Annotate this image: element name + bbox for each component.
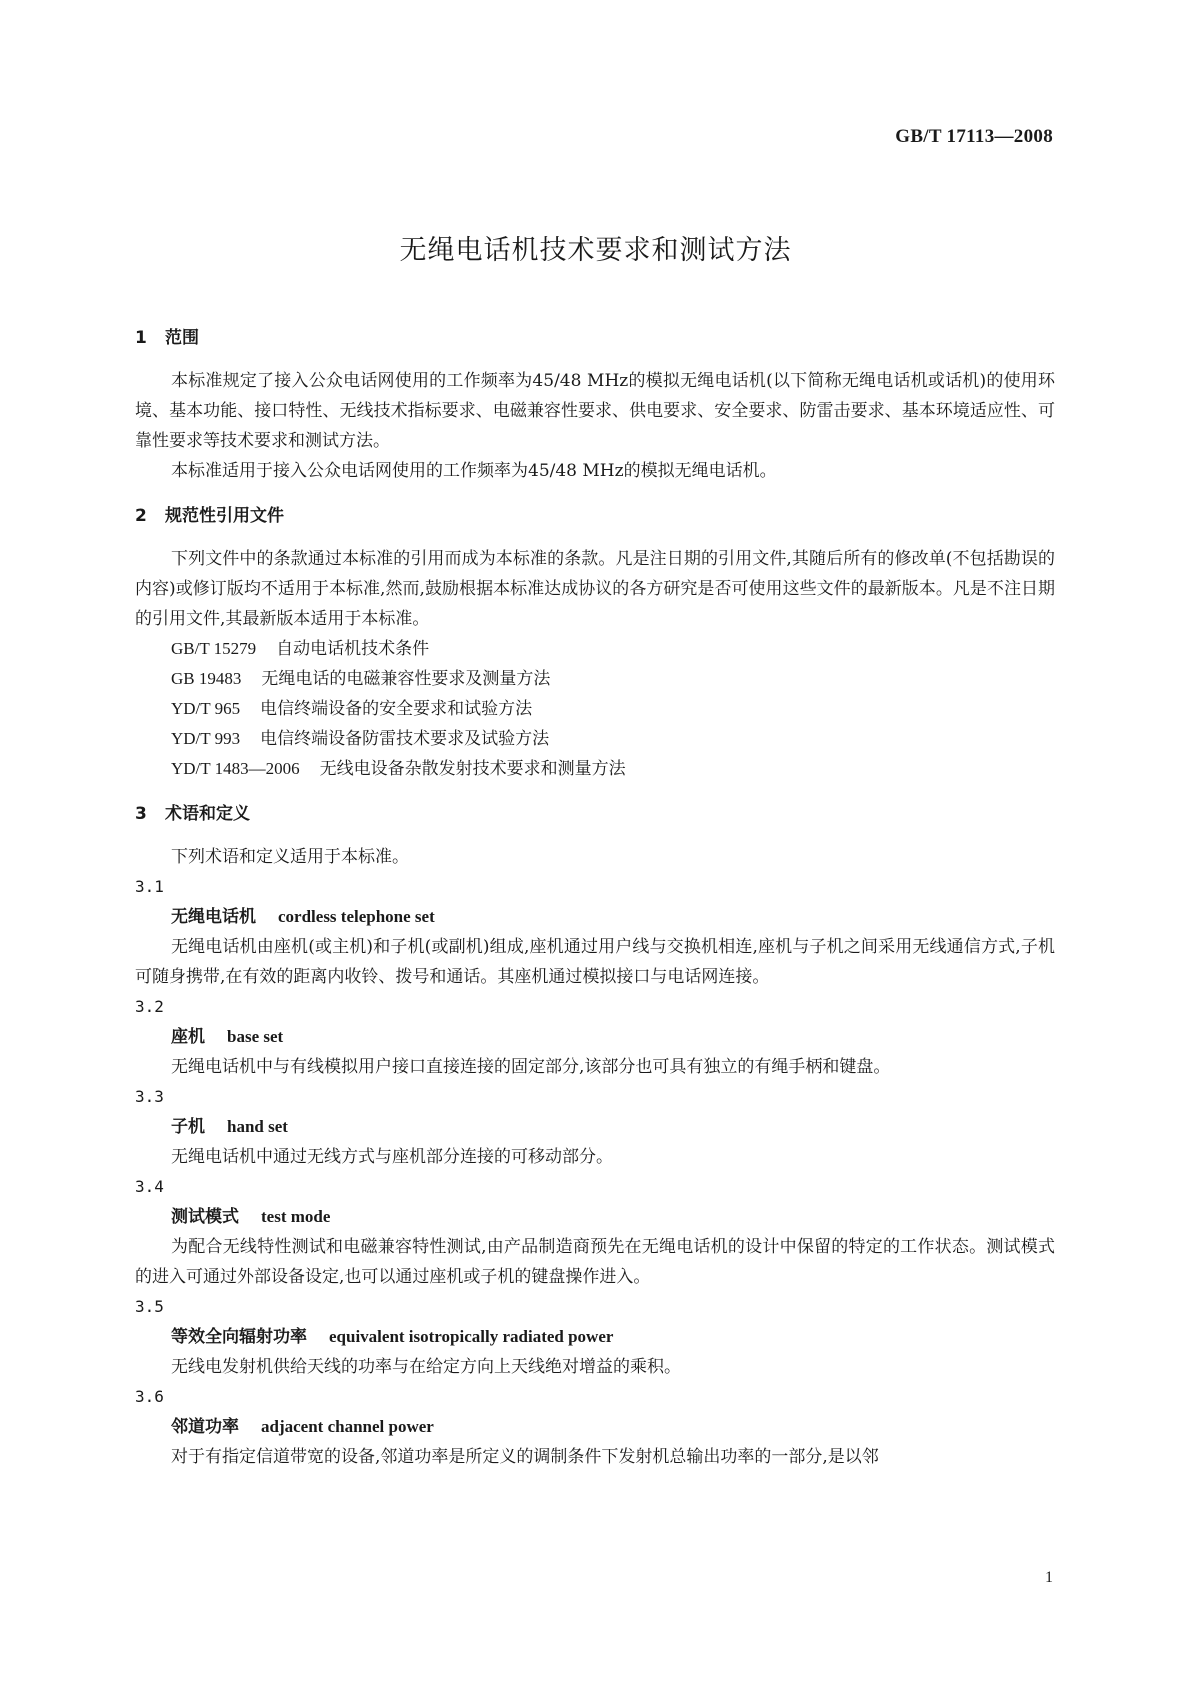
term-definition: 为配合无线特性测试和电磁兼容特性测试,由产品制造商预先在无绳电话机的设计中保留的特定的工作状态。测试模式的进入可通过外部设备设定,也可以通过座机或子机的键盘操作进入。 [135, 1237, 1055, 1287]
reference-item [135, 664, 1055, 694]
term-definition: 无线电发射机供给天线的功率与在给定方向上天线绝对增益的乘积。 [171, 1357, 681, 1377]
paragraph: 本标准规定了接入公众电话网使用的工作频率为45/48 MHz的模拟无绳电话机(以下简称无绳电话机或话机)的使用环境、基本功能、接口特性、无线技术指标要求、电磁兼容性要求、供电要求、安全要求、防雷击要求、基本环境适应性、可靠性要求等技术要求和测试方法。 [135, 371, 1055, 451]
section-1-heading [135, 326, 1055, 350]
term-number: 3.4 [135, 1177, 164, 1196]
reference-code: GB/T 15279 [171, 639, 257, 658]
reference-code: YD/T 1483—2006 [171, 759, 300, 778]
paragraph: 下列术语和定义适用于本标准。 [171, 847, 409, 867]
term-heading [135, 1202, 1055, 1232]
term-zh: 邻道功率 [171, 1417, 239, 1437]
section-number: 3 [135, 804, 147, 824]
section-2-heading [135, 504, 1055, 528]
paragraph: 下列文件中的条款通过本标准的引用而成为本标准的条款。凡是注日期的引用文件,其随后所有的修改单(不包括勘误的内容)或修订版均不适用于本标准,然而,鼓励根据本标准达成协议的各方研究是否可使用这些文件的最新版本。凡是不注日期的引用文件,其最新版本适用于本标准。 [135, 549, 1055, 629]
term-zh: 测试模式 [171, 1207, 239, 1227]
reference-item [135, 694, 1055, 724]
section-title: 规范性引用文件 [165, 506, 284, 526]
section-title: 术语和定义 [165, 804, 250, 824]
reference-title: 无线电设备杂散发射技术要求和测量方法 [319, 759, 626, 779]
reference-code: GB 19483 [171, 669, 242, 688]
term-number: 3.2 [135, 997, 164, 1016]
section-3-heading [135, 802, 1055, 826]
document-title: 无绳电话机技术要求和测试方法 [399, 235, 792, 266]
page-number: 1 [1045, 1569, 1053, 1586]
term-zh: 无绳电话机 [171, 907, 256, 927]
term-en: cordless telephone set [278, 907, 435, 926]
term-number: 3.6 [135, 1387, 164, 1406]
term-heading [135, 902, 1055, 932]
reference-item [135, 634, 1055, 664]
section-title: 范围 [165, 328, 199, 348]
reference-item [135, 754, 1055, 784]
term-definition: 无绳电话机中通过无线方式与座机部分连接的可移动部分。 [171, 1147, 613, 1167]
term-definition: 对于有指定信道带宽的设备,邻道功率是所定义的调制条件下发射机总输出功率的一部分,是以邻 [171, 1447, 879, 1467]
reference-title: 电信终端设备防雷技术要求及试验方法 [260, 729, 550, 749]
standard-code: GB/T 17113—2008 [895, 126, 1053, 147]
term-heading [135, 1112, 1055, 1142]
section-number: 1 [135, 328, 147, 348]
term-heading [135, 1412, 1055, 1442]
reference-title: 无绳电话的电磁兼容性要求及测量方法 [261, 669, 551, 689]
term-definition: 无绳电话机由座机(或主机)和子机(或副机)组成,座机通过用户线与交换机相连,座机与子机之间采用无线通信方式,子机可随身携带,在有效的距离内收铃、拨号和通话。其座机通过模拟接口与电话网连接。 [135, 937, 1055, 987]
term-en: base set [227, 1027, 284, 1046]
reference-code: YD/T 965 [171, 699, 241, 718]
term-en: equivalent isotropically radiated power [329, 1327, 614, 1346]
term-zh: 等效全向辐射功率 [171, 1327, 307, 1347]
term-definition: 无绳电话机中与有线模拟用户接口直接连接的固定部分,该部分也可具有独立的有绳手柄和键盘。 [171, 1057, 891, 1077]
paragraph: 本标准适用于接入公众电话网使用的工作频率为45/48 MHz的模拟无绳电话机。 [171, 461, 777, 481]
term-number: 3.3 [135, 1087, 164, 1106]
term-number: 3.5 [135, 1297, 164, 1316]
term-zh: 子机 [171, 1117, 205, 1137]
term-en: hand set [227, 1117, 288, 1136]
reference-code: YD/T 993 [171, 729, 241, 748]
term-en: test mode [261, 1207, 331, 1226]
term-zh: 座机 [171, 1027, 205, 1047]
term-number: 3.1 [135, 877, 164, 896]
document-body [135, 326, 1055, 1472]
reference-item [135, 724, 1055, 754]
term-heading [135, 1022, 1055, 1052]
reference-title: 自动电话机技术条件 [276, 639, 430, 659]
term-en: adjacent channel power [261, 1417, 434, 1436]
reference-title: 电信终端设备的安全要求和试验方法 [260, 699, 533, 719]
term-heading [135, 1322, 1055, 1352]
section-number: 2 [135, 506, 147, 526]
